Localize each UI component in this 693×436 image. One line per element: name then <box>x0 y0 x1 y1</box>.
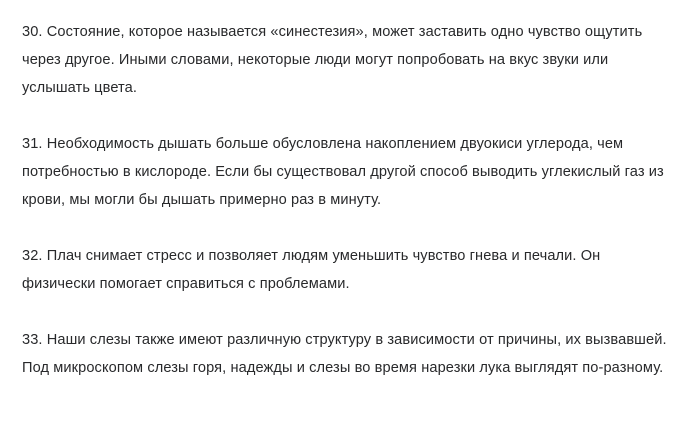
fact-paragraph-31: 31. Необходимость дышать больше обусловлена накоплением двуокиси углерода, чем потребностью в кислороде. Если бы существовал другой способ выводить углекислый газ из крови, мы могли бы дышать примерно раз в минуту. <box>22 136 664 208</box>
fact-paragraph-33: 33. Наши слезы также имеют различную структуру в зависимости от причины, их вызвавшей. Под микроскопом слезы горя, надежды и слезы во время нарезки лука выглядят по-разному. <box>22 332 667 376</box>
fact-paragraph-30: 30. Состояние, которое называется «синестезия», может заставить одно чувство ощутить через другое. Иными словами, некоторые люди могут попробовать на вкус звуки или услышать цвета. <box>22 24 643 96</box>
fact-paragraph-32: 32. Плач снимает стресс и позволяет людям уменьшить чувство гнева и печали. Он физически помогает справиться с проблемами. <box>22 248 601 292</box>
